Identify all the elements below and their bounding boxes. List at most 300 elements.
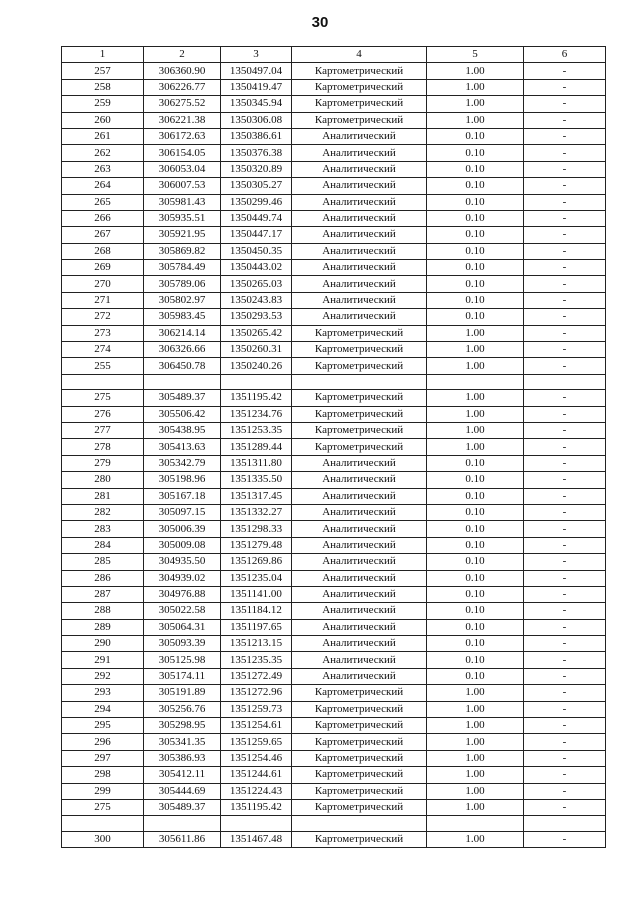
table-row xyxy=(62,619,606,635)
table-cell: 287 xyxy=(62,586,144,602)
table-cell: 305386.93 xyxy=(144,750,221,766)
table-cell: - xyxy=(524,342,606,358)
table-cell: 304939.02 xyxy=(144,570,221,586)
table-cell: 306226.77 xyxy=(144,79,221,95)
table-cell: Аналитический xyxy=(292,603,427,619)
table-cell: 260 xyxy=(62,112,144,128)
table-cell: Аналитический xyxy=(292,276,427,292)
table-row xyxy=(62,79,606,95)
table-cell: - xyxy=(524,799,606,815)
table-cell: Картометрический xyxy=(292,439,427,455)
table-cell xyxy=(62,374,144,389)
table-cell: Аналитический xyxy=(292,161,427,177)
table-cell: Аналитический xyxy=(292,292,427,308)
table-cell: 1351317.45 xyxy=(221,488,292,504)
table-cell: 1351259.73 xyxy=(221,701,292,717)
table-cell: Аналитический xyxy=(292,260,427,276)
table-cell: 1351234.76 xyxy=(221,406,292,422)
table-cell: 0.10 xyxy=(427,178,524,194)
table-cell: 1.00 xyxy=(427,831,524,847)
table-cell: - xyxy=(524,210,606,226)
table-cell: 257 xyxy=(62,63,144,79)
table-cell: 267 xyxy=(62,227,144,243)
table-row xyxy=(62,603,606,619)
table-cell: 0.10 xyxy=(427,668,524,684)
table-cell: 0.10 xyxy=(427,652,524,668)
table-cell: - xyxy=(524,668,606,684)
table-cell: - xyxy=(524,554,606,570)
table-cell: 273 xyxy=(62,325,144,341)
table-cell: 305097.15 xyxy=(144,504,221,520)
table-cell: 284 xyxy=(62,537,144,553)
table-row xyxy=(62,112,606,128)
table-cell: - xyxy=(524,63,606,79)
table-cell: - xyxy=(524,145,606,161)
table-cell: 305489.37 xyxy=(144,390,221,406)
table-cell: - xyxy=(524,570,606,586)
table-cell: 304935.50 xyxy=(144,554,221,570)
table-cell: Картометрический xyxy=(292,750,427,766)
table-row xyxy=(62,668,606,684)
table-cell: - xyxy=(524,488,606,504)
table-cell: 1351467.48 xyxy=(221,831,292,847)
table-cell: 293 xyxy=(62,685,144,701)
table-cell: 1350386.61 xyxy=(221,128,292,144)
table-cell: 279 xyxy=(62,455,144,471)
table-cell: 1351254.46 xyxy=(221,750,292,766)
table-row xyxy=(62,243,606,259)
table-cell: Картометрический xyxy=(292,390,427,406)
table-cell: 1351332.27 xyxy=(221,504,292,520)
table-cell: Аналитический xyxy=(292,178,427,194)
table-cell: 305342.79 xyxy=(144,455,221,471)
coordinates-table xyxy=(61,46,606,848)
table-cell: 1350293.53 xyxy=(221,309,292,325)
table-cell: 1350345.94 xyxy=(221,96,292,112)
table-cell: 1351253.35 xyxy=(221,422,292,438)
table-cell: 1351197.65 xyxy=(221,619,292,635)
table-row xyxy=(62,685,606,701)
column-header: 4 xyxy=(292,47,427,63)
table-cell: Аналитический xyxy=(292,194,427,210)
table-cell: Картометрический xyxy=(292,767,427,783)
table-cell: 306172.63 xyxy=(144,128,221,144)
table-cell xyxy=(62,816,144,831)
table-cell: Аналитический xyxy=(292,455,427,471)
table-cell: 1351289.44 xyxy=(221,439,292,455)
table-cell: 1.00 xyxy=(427,325,524,341)
table-cell: 305256.76 xyxy=(144,701,221,717)
table-cell: - xyxy=(524,750,606,766)
table-cell: - xyxy=(524,521,606,537)
table-cell: 277 xyxy=(62,422,144,438)
table-cell: 0.10 xyxy=(427,521,524,537)
table-cell xyxy=(144,816,221,831)
table-cell xyxy=(292,374,427,389)
table-row xyxy=(62,325,606,341)
table-cell: 305921.95 xyxy=(144,227,221,243)
table-row xyxy=(62,260,606,276)
table-cell: 1350320.89 xyxy=(221,161,292,177)
table-cell xyxy=(524,374,606,389)
table-row xyxy=(62,178,606,194)
table-cell: 1350243.83 xyxy=(221,292,292,308)
table-cell xyxy=(144,374,221,389)
table-cell: 1350260.31 xyxy=(221,342,292,358)
table-cell: 281 xyxy=(62,488,144,504)
table-cell: 261 xyxy=(62,128,144,144)
table-cell: 1.00 xyxy=(427,390,524,406)
table-cell: - xyxy=(524,406,606,422)
table-cell: 0.10 xyxy=(427,554,524,570)
table-cell xyxy=(427,374,524,389)
table-cell: 291 xyxy=(62,652,144,668)
table-cell: 1350305.27 xyxy=(221,178,292,194)
table-cell: Картометрический xyxy=(292,799,427,815)
table-cell: 0.10 xyxy=(427,570,524,586)
table-cell: 288 xyxy=(62,603,144,619)
table-cell: 306214.14 xyxy=(144,325,221,341)
table-cell: 305412.11 xyxy=(144,767,221,783)
table-cell: 275 xyxy=(62,799,144,815)
table-cell: 1350265.03 xyxy=(221,276,292,292)
table-cell: Аналитический xyxy=(292,472,427,488)
table-row xyxy=(62,554,606,570)
table-row xyxy=(62,342,606,358)
table-cell: 0.10 xyxy=(427,194,524,210)
table-cell: 1351272.49 xyxy=(221,668,292,684)
table-row xyxy=(62,390,606,406)
table-cell: - xyxy=(524,603,606,619)
table-cell: 305489.37 xyxy=(144,799,221,815)
table-row xyxy=(62,472,606,488)
table-row xyxy=(62,292,606,308)
table-cell: Аналитический xyxy=(292,227,427,243)
table-cell: 295 xyxy=(62,718,144,734)
table-cell: 282 xyxy=(62,504,144,520)
table-cell: - xyxy=(524,243,606,259)
table-cell: Аналитический xyxy=(292,570,427,586)
table-cell: 266 xyxy=(62,210,144,226)
table-row xyxy=(62,831,606,847)
table-cell: 286 xyxy=(62,570,144,586)
table-cell: 1350443.02 xyxy=(221,260,292,276)
table-cell: Картометрический xyxy=(292,63,427,79)
table-row xyxy=(62,636,606,652)
table-row xyxy=(62,63,606,79)
table-cell: 1351235.04 xyxy=(221,570,292,586)
table-cell: 0.10 xyxy=(427,145,524,161)
table-cell: - xyxy=(524,358,606,374)
table-cell: 0.10 xyxy=(427,619,524,635)
table-cell: 1.00 xyxy=(427,439,524,455)
table-cell: - xyxy=(524,309,606,325)
table-cell xyxy=(221,816,292,831)
table-cell: - xyxy=(524,161,606,177)
table-row xyxy=(62,783,606,799)
table-cell: 263 xyxy=(62,161,144,177)
table-cell: 1351184.12 xyxy=(221,603,292,619)
table-cell: 300 xyxy=(62,831,144,847)
table-row xyxy=(62,570,606,586)
table-cell: 269 xyxy=(62,260,144,276)
table-cell: 1350449.74 xyxy=(221,210,292,226)
table-row xyxy=(62,309,606,325)
table-cell xyxy=(292,816,427,831)
table-cell: 0.10 xyxy=(427,210,524,226)
table-cell: 0.10 xyxy=(427,504,524,520)
table-cell: 258 xyxy=(62,79,144,95)
table-row xyxy=(62,276,606,292)
table-cell: - xyxy=(524,79,606,95)
table-cell: 1.00 xyxy=(427,96,524,112)
table-cell: 305341.35 xyxy=(144,734,221,750)
table-cell: 276 xyxy=(62,406,144,422)
table-cell: - xyxy=(524,586,606,602)
table-cell: 1.00 xyxy=(427,342,524,358)
table-cell: - xyxy=(524,422,606,438)
table-cell: 294 xyxy=(62,701,144,717)
table-cell: Аналитический xyxy=(292,210,427,226)
table-cell: 305298.95 xyxy=(144,718,221,734)
table-cell: - xyxy=(524,112,606,128)
table-row xyxy=(62,210,606,226)
table-cell: 1350497.04 xyxy=(221,63,292,79)
table-row xyxy=(62,128,606,144)
table-cell: 0.10 xyxy=(427,636,524,652)
table-cell: 1.00 xyxy=(427,734,524,750)
table-cell: Аналитический xyxy=(292,521,427,537)
table-row xyxy=(62,194,606,210)
table-cell: Аналитический xyxy=(292,668,427,684)
table-cell xyxy=(221,374,292,389)
column-header: 1 xyxy=(62,47,144,63)
table-cell: 1.00 xyxy=(427,358,524,374)
table-cell: 1351235.35 xyxy=(221,652,292,668)
table-cell: 0.10 xyxy=(427,472,524,488)
table-row xyxy=(62,734,606,750)
table-cell: Аналитический xyxy=(292,243,427,259)
table-row xyxy=(62,145,606,161)
table-cell: 0.10 xyxy=(427,586,524,602)
table-row xyxy=(62,406,606,422)
table-cell: Картометрический xyxy=(292,79,427,95)
table-cell: 305789.06 xyxy=(144,276,221,292)
table-cell: 0.10 xyxy=(427,161,524,177)
table-cell: - xyxy=(524,619,606,635)
table-cell: 255 xyxy=(62,358,144,374)
table-cell: 272 xyxy=(62,309,144,325)
table-cell: Картометрический xyxy=(292,685,427,701)
table-cell: 1350419.47 xyxy=(221,79,292,95)
table-cell: 305093.39 xyxy=(144,636,221,652)
table-cell: Аналитический xyxy=(292,554,427,570)
table-cell: 0.10 xyxy=(427,537,524,553)
table-cell: - xyxy=(524,194,606,210)
table-cell: 1351335.50 xyxy=(221,472,292,488)
table-cell: 1351195.42 xyxy=(221,799,292,815)
table-spacer-row xyxy=(62,374,606,389)
table-cell: Картометрический xyxy=(292,406,427,422)
table-cell: - xyxy=(524,292,606,308)
table-cell: 305869.82 xyxy=(144,243,221,259)
table-cell: 305802.97 xyxy=(144,292,221,308)
column-header: 3 xyxy=(221,47,292,63)
table-cell: - xyxy=(524,685,606,701)
table-cell: 1351298.33 xyxy=(221,521,292,537)
table-cell: 298 xyxy=(62,767,144,783)
table-cell: - xyxy=(524,227,606,243)
table-cell: 1351279.48 xyxy=(221,537,292,553)
table-cell: 305064.31 xyxy=(144,619,221,635)
table-cell: 275 xyxy=(62,390,144,406)
table-cell: 1350306.08 xyxy=(221,112,292,128)
table-cell: 1351195.42 xyxy=(221,390,292,406)
column-header: 6 xyxy=(524,47,606,63)
table-row xyxy=(62,718,606,734)
table-cell: - xyxy=(524,701,606,717)
table-cell: 305006.39 xyxy=(144,521,221,537)
page-number: 30 xyxy=(311,14,329,31)
table-cell: Аналитический xyxy=(292,504,427,520)
table-cell: 1351311.80 xyxy=(221,455,292,471)
table-cell: 1.00 xyxy=(427,767,524,783)
table-cell: Картометрический xyxy=(292,783,427,799)
table-cell: 306360.90 xyxy=(144,63,221,79)
table-cell: 305935.51 xyxy=(144,210,221,226)
table-cell: 1.00 xyxy=(427,750,524,766)
table-cell: 290 xyxy=(62,636,144,652)
table-cell: Картометрический xyxy=(292,325,427,341)
table-cell: - xyxy=(524,652,606,668)
table-spacer-row xyxy=(62,816,606,831)
table-cell: 305191.89 xyxy=(144,685,221,701)
table-cell: 262 xyxy=(62,145,144,161)
table-cell: Картометрический xyxy=(292,422,427,438)
table-row xyxy=(62,537,606,553)
table-cell: 1350299.46 xyxy=(221,194,292,210)
table-row xyxy=(62,422,606,438)
table-row xyxy=(62,358,606,374)
table-row xyxy=(62,750,606,766)
table-cell: 305438.95 xyxy=(144,422,221,438)
table-cell: 1.00 xyxy=(427,701,524,717)
table-cell: 264 xyxy=(62,178,144,194)
table-cell: 305022.58 xyxy=(144,603,221,619)
table-cell: - xyxy=(524,636,606,652)
column-header: 5 xyxy=(427,47,524,63)
table-row xyxy=(62,701,606,717)
table-cell: 1.00 xyxy=(427,406,524,422)
table-cell: 305174.11 xyxy=(144,668,221,684)
table-cell: 305983.45 xyxy=(144,309,221,325)
table-cell: - xyxy=(524,128,606,144)
table-header-row xyxy=(62,47,606,63)
table-cell: - xyxy=(524,325,606,341)
table-cell: 1350265.42 xyxy=(221,325,292,341)
table-cell: 306275.52 xyxy=(144,96,221,112)
table-cell: 283 xyxy=(62,521,144,537)
table-cell: Аналитический xyxy=(292,309,427,325)
table-cell: 306450.78 xyxy=(144,358,221,374)
table-cell: 271 xyxy=(62,292,144,308)
table-cell: 305125.98 xyxy=(144,652,221,668)
table-row xyxy=(62,455,606,471)
table-cell: - xyxy=(524,504,606,520)
table-cell: 1.00 xyxy=(427,783,524,799)
table-cell: Картометрический xyxy=(292,96,427,112)
table-cell: 1351269.86 xyxy=(221,554,292,570)
table-cell: Аналитический xyxy=(292,636,427,652)
table-cell: 0.10 xyxy=(427,128,524,144)
table-cell: - xyxy=(524,439,606,455)
table-cell: - xyxy=(524,831,606,847)
table-cell: Аналитический xyxy=(292,586,427,602)
table-cell: - xyxy=(524,783,606,799)
table-cell: Аналитический xyxy=(292,128,427,144)
table-cell: - xyxy=(524,734,606,750)
table-cell xyxy=(427,816,524,831)
table-cell: 280 xyxy=(62,472,144,488)
table-cell: 306326.66 xyxy=(144,342,221,358)
table-row xyxy=(62,227,606,243)
table-cell: 1351224.43 xyxy=(221,783,292,799)
table-cell: 1351244.61 xyxy=(221,767,292,783)
table-cell: 0.10 xyxy=(427,260,524,276)
table-cell: Аналитический xyxy=(292,619,427,635)
table-cell: 306221.38 xyxy=(144,112,221,128)
table-cell: 305506.42 xyxy=(144,406,221,422)
table-cell: 1351254.61 xyxy=(221,718,292,734)
table-cell: 306007.53 xyxy=(144,178,221,194)
table-cell: - xyxy=(524,455,606,471)
table-cell: 1.00 xyxy=(427,112,524,128)
table-cell: 292 xyxy=(62,668,144,684)
table-cell: 305784.49 xyxy=(144,260,221,276)
table-cell: 305444.69 xyxy=(144,783,221,799)
table-cell: Картометрический xyxy=(292,701,427,717)
table-cell: Аналитический xyxy=(292,537,427,553)
table-row xyxy=(62,504,606,520)
table-cell: 0.10 xyxy=(427,488,524,504)
table-cell: 1350450.35 xyxy=(221,243,292,259)
table-cell: Картометрический xyxy=(292,831,427,847)
table-cell: 1.00 xyxy=(427,422,524,438)
table-cell: 0.10 xyxy=(427,309,524,325)
table-cell: - xyxy=(524,96,606,112)
table-cell: 1.00 xyxy=(427,799,524,815)
table-row xyxy=(62,521,606,537)
table-cell: 305167.18 xyxy=(144,488,221,504)
table-cell: 1.00 xyxy=(427,685,524,701)
table-cell: - xyxy=(524,718,606,734)
table-cell xyxy=(524,816,606,831)
table-cell: Картометрический xyxy=(292,734,427,750)
table-cell: 306053.04 xyxy=(144,161,221,177)
table-cell: Картометрический xyxy=(292,342,427,358)
table-row xyxy=(62,767,606,783)
table-cell: Картометрический xyxy=(292,358,427,374)
table-cell: - xyxy=(524,767,606,783)
table-cell: 306154.05 xyxy=(144,145,221,161)
table-cell: 289 xyxy=(62,619,144,635)
table-cell: - xyxy=(524,390,606,406)
table-cell: 0.10 xyxy=(427,243,524,259)
table-cell: 0.10 xyxy=(427,292,524,308)
table-row xyxy=(62,439,606,455)
table-row xyxy=(62,96,606,112)
table-cell: 0.10 xyxy=(427,227,524,243)
